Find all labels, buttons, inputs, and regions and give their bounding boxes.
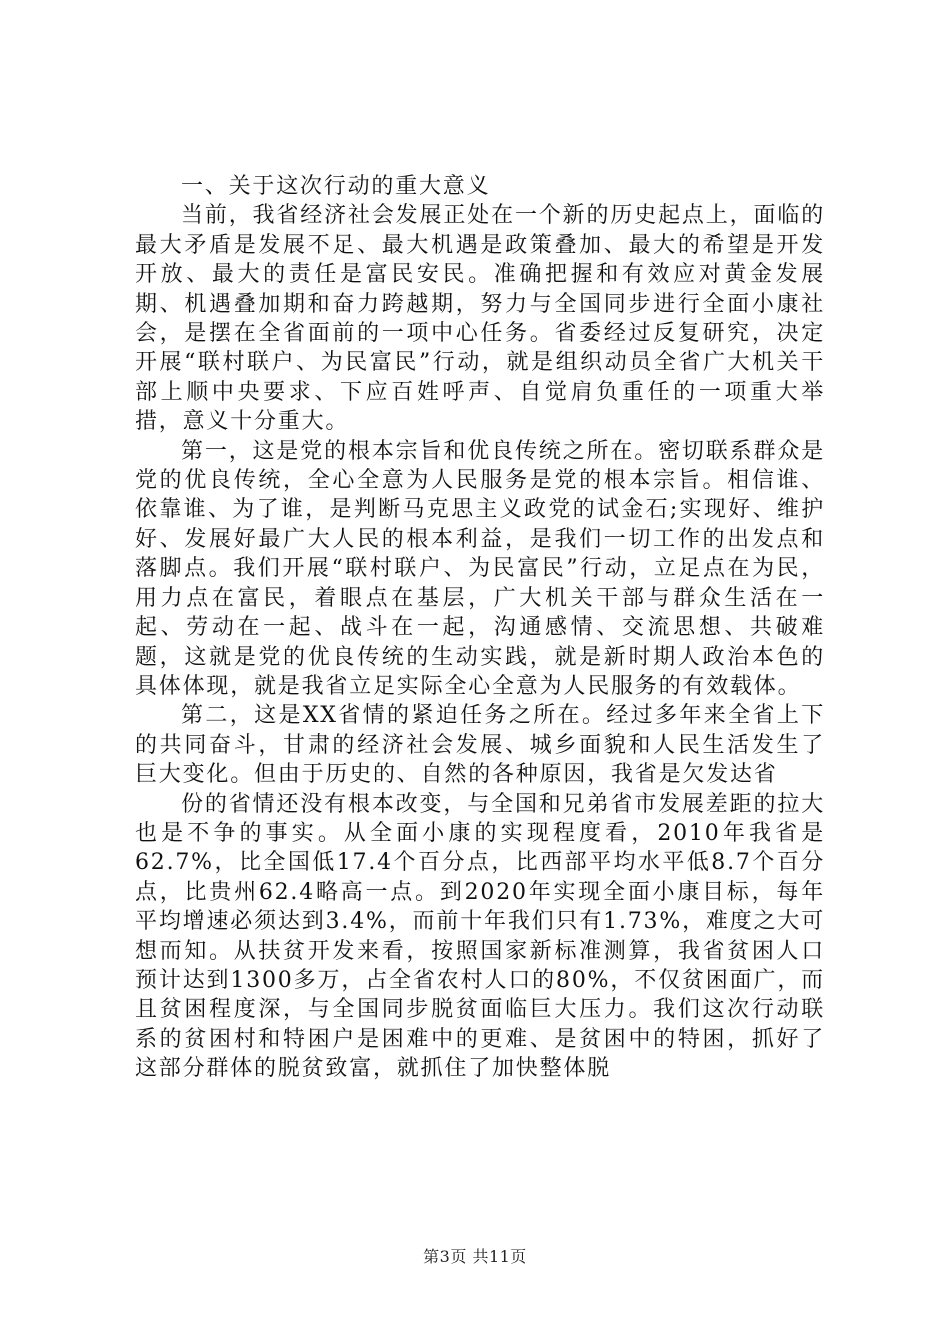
document-body <box>135 172 825 1084</box>
paragraph-second-point: 第二，这是XX省情的紧迫任务之所在。经过多年来全省上下的共同奋斗，甘肃的经济社会发展、城乡面貌和人民生活发生了巨大变化。但由于历史的、自然的各种原因，我省是欠发达省 <box>135 703 825 788</box>
paragraph-intro: 当前，我省经济社会发展正处在一个新的历史起点上，面临的最大矛盾是发展不足、最大机遇是政策叠加、最大的希望是开发开放、最大的责任是富民安民。准确把握和有效应对黄金发展期、机遇叠加期和奋力跨越期，努力与全国同步进行全面小康社会，是摆在全省面前的一项中心任务。省委经过反复研究，决定开展“联村联户、为民富民”行动，就是组织动员全省广大机关干部上顺中央要求、下应百姓呼声、自觉肩负重任的一项重大举措，意义十分重大。 <box>135 203 825 435</box>
paragraph-first-point: 第一，这是党的根本宗旨和优良传统之所在。密切联系群众是党的优良传统，全心全意为人民服务是党的根本宗旨。相信谁、依靠谁、为了谁，是判断马克思主义政党的试金石;实现好、维护好、发展好最广大人民的根本利益，是我们一切工作的出发点和落脚点。我们开展“联村联户、为民富民”行动，立足点在为民，用力点在富民，着眼点在基层，广大机关干部与群众生活在一起、劳动在一起、战斗在一起，沟通感情、交流思想、共破难题，这就是党的优良传统的生动实践，就是新时期人政治本色的具体体现，就是我省立足实际全心全意为人民服务的有效载体。 <box>135 438 825 699</box>
paragraph-second-point-continued: 份的省情还没有根本改变，与全国和兄弟省市发展差距的拉大也是不争的事实。从全面小康的实现程度看，2010年我省是62.7%，比全国低17.4个百分点，比西部平均水平低8.7个百分点，比贵州62.4略高一点。到2020年实现全面小康目标，每年平均增速必须达到3.4%，而前十年我们只有1.73%，难度之大可想而知。从扶贫开发来看，按照国家新标准测算，我省贫困人口预计达到1300多万，占全省农村人口的80%，不仅贫困面广，而且贫困程度深，与全国同步脱贫面临巨大压力。我们这次行动联系的贫困村和特困户是困难中的更难、是贫困中的特困，抓好了这部分群体的脱贫致富，就抓住了加快整体脱 <box>135 791 825 1082</box>
section-heading: 一、关于这次行动的重大意义 <box>181 174 491 199</box>
page-number-footer: 第3页 共11页 <box>423 1247 527 1266</box>
